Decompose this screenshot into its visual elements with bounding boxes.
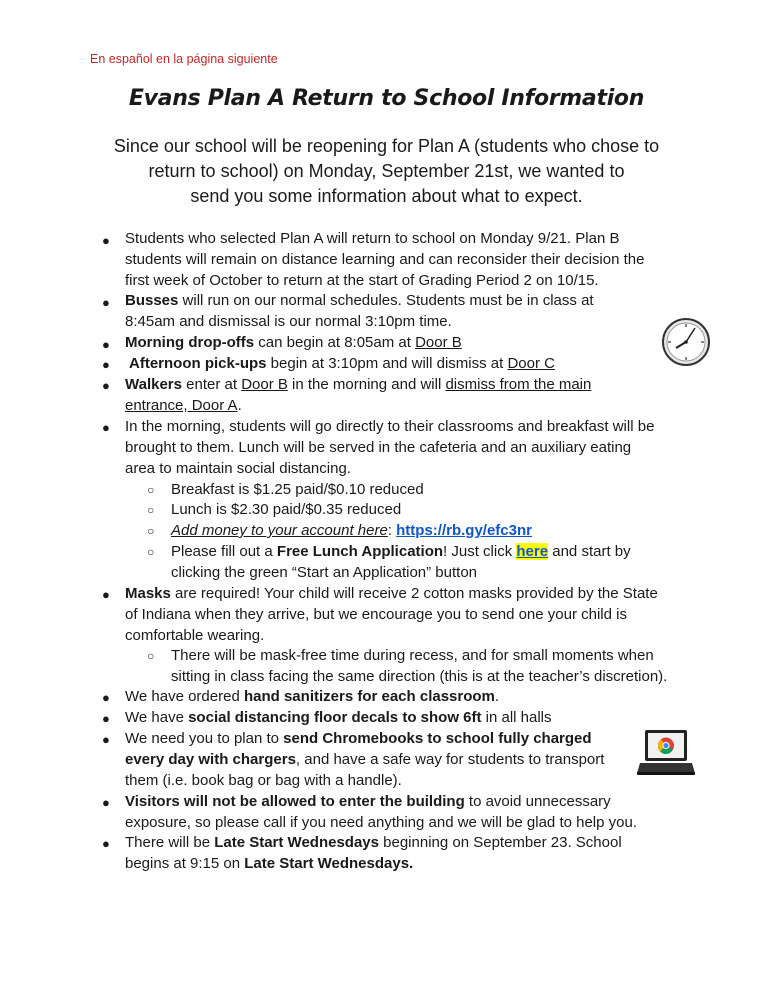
bullet-marker: ●: [102, 732, 110, 747]
list-item: entrance, Door A.: [125, 397, 242, 414]
list-item: Please fill out a Free Lunch Application! Just click here and start by: [171, 543, 631, 560]
account-link[interactable]: https://rb.gy/efc3nr: [396, 522, 532, 539]
list-item: Students who selected Plan A will return to school on Monday 9/21. Plan B: [125, 230, 620, 247]
list-item: area to maintain social distancing.: [125, 460, 351, 477]
chromebook-laptop-icon: [636, 728, 696, 776]
bullet-marker: ●: [102, 795, 110, 810]
bullet-marker: ●: [102, 233, 110, 248]
list-item: We have ordered hand sanitizers for each classroom.: [125, 688, 500, 705]
bullet-marker: ●: [102, 587, 110, 602]
sub-bullet-marker: ○: [147, 483, 155, 497]
list-item: Visitors will not be allowed to enter the building to avoid unnecessary: [125, 793, 611, 810]
bullet-marker: ●: [102, 357, 110, 372]
sub-bullet-marker: ○: [147, 649, 155, 663]
list-item: 8:45am and dismissal is our normal 3:10pm time.: [125, 313, 452, 330]
bullet-marker: ●: [102, 295, 110, 310]
list-item: them (i.e. book bag or bag with a handle).: [125, 772, 402, 789]
sub-bullet-marker: ○: [147, 524, 155, 538]
bullet-marker: ●: [102, 337, 110, 352]
list-item: Walkers enter at Door B in the morning and will dismiss from the main: [125, 376, 592, 393]
list-item: begins at 9:15 on Late Start Wednesdays.: [125, 855, 414, 872]
list-item: Afternoon pick-ups begin at 3:10pm and will dismiss at Door C: [129, 355, 555, 372]
list-item: Busses will run on our normal schedules. Students must be in class at: [125, 292, 594, 309]
list-item: of Indiana when they arrive, but we encourage you to send one your child is: [125, 606, 627, 623]
list-item: Morning drop-offs can begin at 8:05am at Door B: [125, 334, 462, 351]
list-item: brought to them. Lunch will be served in the cafeteria and an auxiliary eating: [125, 439, 632, 456]
sub-bullet-marker: ○: [147, 545, 155, 559]
sub-bullet-marker: ○: [147, 503, 155, 517]
bullet-marker: ●: [102, 378, 110, 393]
spanish-note: En español en la página siguiente: [90, 52, 278, 66]
list-item: sitting in class facing the same direction (this is at the teacher’s discretion).: [171, 668, 668, 685]
list-item: We need you to plan to send Chromebooks to school fully charged: [125, 730, 592, 747]
list-item: Add money to your account here: https://rb.gy/efc3nr: [171, 522, 532, 539]
clock-icon: [661, 317, 711, 367]
list-item: students will remain on distance learning and can reconsider their decision the: [125, 251, 645, 268]
list-item: exposure, so please call if you need anything and we will be glad to help you.: [125, 814, 637, 831]
list-item: Masks are required! Your child will receive 2 cotton masks provided by the State: [125, 585, 658, 602]
list-item: every day with chargers, and have a safe way for students to transport: [125, 751, 605, 768]
bullet-marker: ●: [102, 690, 110, 705]
list-item: comfortable wearing.: [125, 627, 265, 644]
free-lunch-link[interactable]: here: [516, 543, 549, 560]
list-item: There will be Late Start Wednesdays beginning on September 23. School: [125, 834, 622, 851]
list-item: clicking the green “Start an Application” button: [171, 564, 478, 581]
bullet-marker: ●: [102, 711, 110, 726]
page-title: Evans Plan A Return to School Information: [128, 86, 645, 111]
bullet-marker: ●: [102, 420, 110, 435]
list-item: Lunch is $2.30 paid/$0.35 reduced: [171, 501, 402, 518]
list-item: There will be mask-free time during recess, and for small moments when: [171, 647, 654, 664]
list-item: We have social distancing floor decals to show 6ft in all halls: [125, 709, 552, 726]
list-item: Breakfast is $1.25 paid/$0.10 reduced: [171, 481, 424, 498]
list-item: In the morning, students will go directly to their classrooms and breakfast will be: [125, 418, 655, 435]
intro-text: Since our school will be reopening for Plan A (students who chose to return to school) on Monday, September 21st, we wanted to send you some information about what to expect.: [113, 136, 660, 206]
bullet-marker: ●: [102, 836, 110, 851]
list-item: first week of October to return at the start of Grading Period 2 on 10/15.: [125, 272, 599, 289]
